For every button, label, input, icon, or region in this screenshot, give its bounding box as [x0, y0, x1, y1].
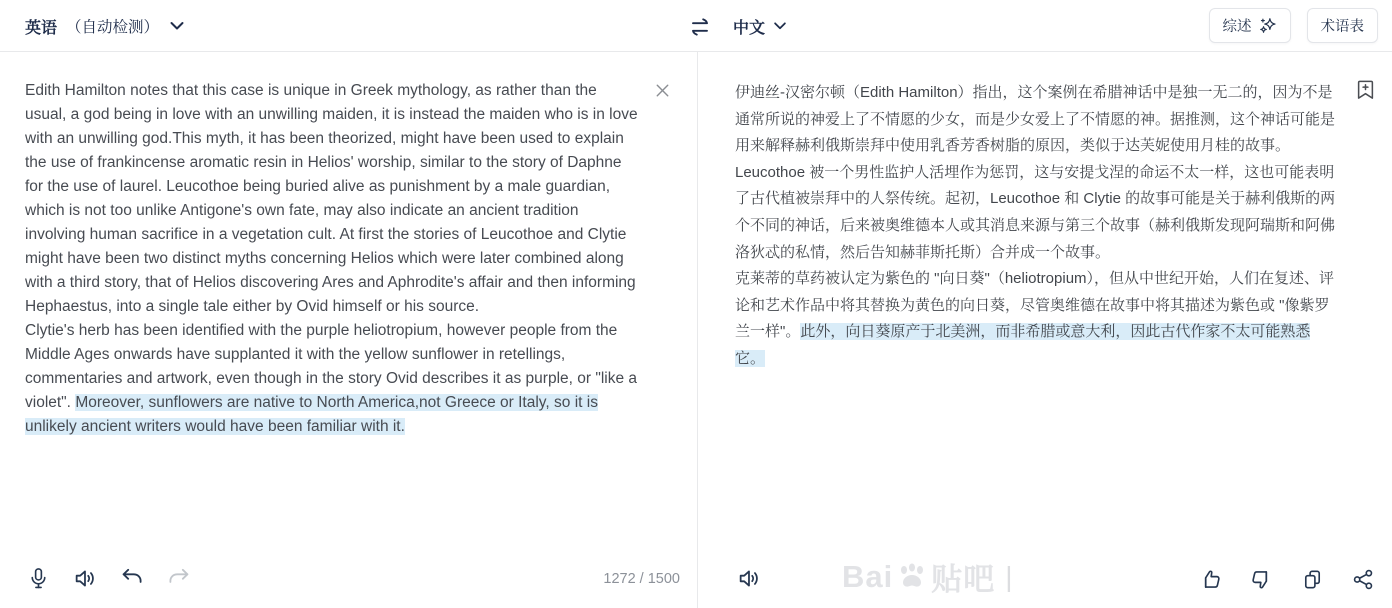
undo-button[interactable] [119, 565, 145, 591]
target-language-selector[interactable] [733, 0, 788, 52]
translation-paragraph-2 [735, 266, 1336, 372]
redo-icon [167, 567, 191, 589]
chevron-down-icon [772, 18, 788, 34]
translation-text-area [735, 80, 1336, 373]
source-speaker-button[interactable] [72, 565, 98, 591]
watermark-text-1: Bai [842, 558, 894, 594]
copy-button[interactable] [1299, 566, 1325, 592]
source-language-selector[interactable] [25, 0, 186, 52]
thumbs-down-button[interactable] [1248, 566, 1274, 592]
swap-arrows-icon [688, 15, 712, 39]
summary-button[interactable] [1209, 8, 1291, 43]
close-icon [653, 81, 672, 100]
translation-paragraph-2-text: 克莱蒂的草药被认定为紫色的 "向日葵"（heliotropium），但从中世纪开始，人们在复述、评论和艺术作品中将其替换为黄色的向日葵，尽管奥维德在故事中将其描述为紫色或 "像紫罗兰一样"。 [735, 270, 1335, 341]
undo-icon [120, 567, 144, 589]
translation-paragraph-1: 伊迪丝-汉密尔顿（Edith Hamilton）指出，这个案例在希腊神话中是独一无二的，因为不是通常所说的神爱上了不情愿的少女，而是少女爱上了不情愿的神。据推测，这个神话可能是用来解释赫利俄斯崇拜中使用乳香芳香树脂的原因，类似于达芙妮使用月桂的故事。Leucothoe 被一个男性监护人活埋作为惩罚，这与安提戈涅的命运不太一样，这也可能表明了古代植被崇拜中的人祭传统。起初，Leucothoe 和 Clytie 的故事可能是关于赫利俄斯的两个不同的神话，后来被奥维德本人或其消息来源与第三个故事（赫利俄斯发现阿瑞斯和阿佛洛狄忒的私情，然后告知赫菲斯托斯）合并成一个故事。 [735, 84, 1336, 261]
source-language-label: 英语 [25, 19, 58, 37]
watermark [842, 554, 1014, 599]
clear-source-button[interactable] [649, 77, 675, 103]
glossary-button-label: 术语表 [1320, 19, 1364, 35]
auto-detect-label: （自动检测） [66, 19, 160, 36]
character-counter: 1272 / 1500 [603, 571, 680, 587]
swap-languages-button[interactable] [686, 13, 714, 41]
paw-print-icon [895, 562, 929, 592]
share-button[interactable] [1350, 566, 1376, 592]
microphone-icon [27, 566, 50, 591]
bookmark-plus-icon [1355, 78, 1376, 101]
save-to-favorites-button[interactable] [1352, 76, 1378, 102]
panel-divider [697, 52, 698, 608]
translation-toolbar [1197, 566, 1376, 592]
summary-button-label: 综述 [1222, 19, 1252, 35]
translation-speaker-button[interactable] [736, 565, 762, 591]
sparkle-icon [1258, 16, 1277, 35]
thumbs-down-icon [1250, 568, 1273, 591]
microphone-button[interactable] [25, 565, 51, 591]
speaker-icon [737, 566, 762, 591]
language-bar [0, 0, 1392, 52]
chevron-down-icon [168, 17, 186, 35]
thumbs-up-icon [1199, 568, 1222, 591]
header-actions [1209, 8, 1379, 44]
target-language-label: 中文 [733, 19, 766, 37]
copy-icon [1301, 568, 1324, 591]
source-paragraph-2-text: Clytie's herb has been identified with the purple heliotropium, however people from the Middle Ages onwards have supplanted it with the yellow sunflower in retellings, commentaries and artwork, even though in the story Ovid describes it as purple, or "like a violet". [25, 322, 638, 411]
source-paragraph-2 [25, 319, 641, 439]
watermark-text-2: 贴吧 [931, 562, 996, 597]
glossary-button[interactable] [1307, 8, 1379, 43]
watermark-bar: | [1005, 560, 1014, 592]
share-icon [1352, 568, 1375, 591]
source-text-area[interactable] [25, 79, 641, 439]
source-highlighted-text: Moreover, sunflowers are native to North America,not Greece or Italy, so it is unlikely ancient writers would have been familiar with it. [25, 394, 598, 435]
source-toolbar [25, 565, 192, 591]
speaker-icon [73, 566, 98, 591]
redo-button[interactable] [166, 565, 192, 591]
source-paragraph-1: Edith Hamilton notes that this case is unique in Greek mythology, as rather than the usual, a god being in love with an unwilling maiden, it is instead the maiden who is in love with an unwilling god.This myth, it has been theorized, might have been used to explain the use of frankincense aromatic resin in Helios' worship, similar to the story of Daphne for the use of laurel. Leucothoe being buried alive as punishment by a male guardian, which is not too unlike Antigone's own fate, may also indicate an ancient tradition involving human sacrifice in a vegetation cult. At first the stories of Leucothoe and Clytie might have been two distinct myths concerning Helios which were later combined along with a third story, that of Helios discovering Ares and Aphrodite's affair and then informing Hephaestus, into a single tale either by Ovid himself or his source. [25, 82, 638, 315]
translation-highlighted-text: 此外，向日葵原产于北美洲，而非希腊或意大利，因此古代作家不太可能熟悉它。 [735, 323, 1311, 367]
thumbs-up-button[interactable] [1197, 566, 1223, 592]
